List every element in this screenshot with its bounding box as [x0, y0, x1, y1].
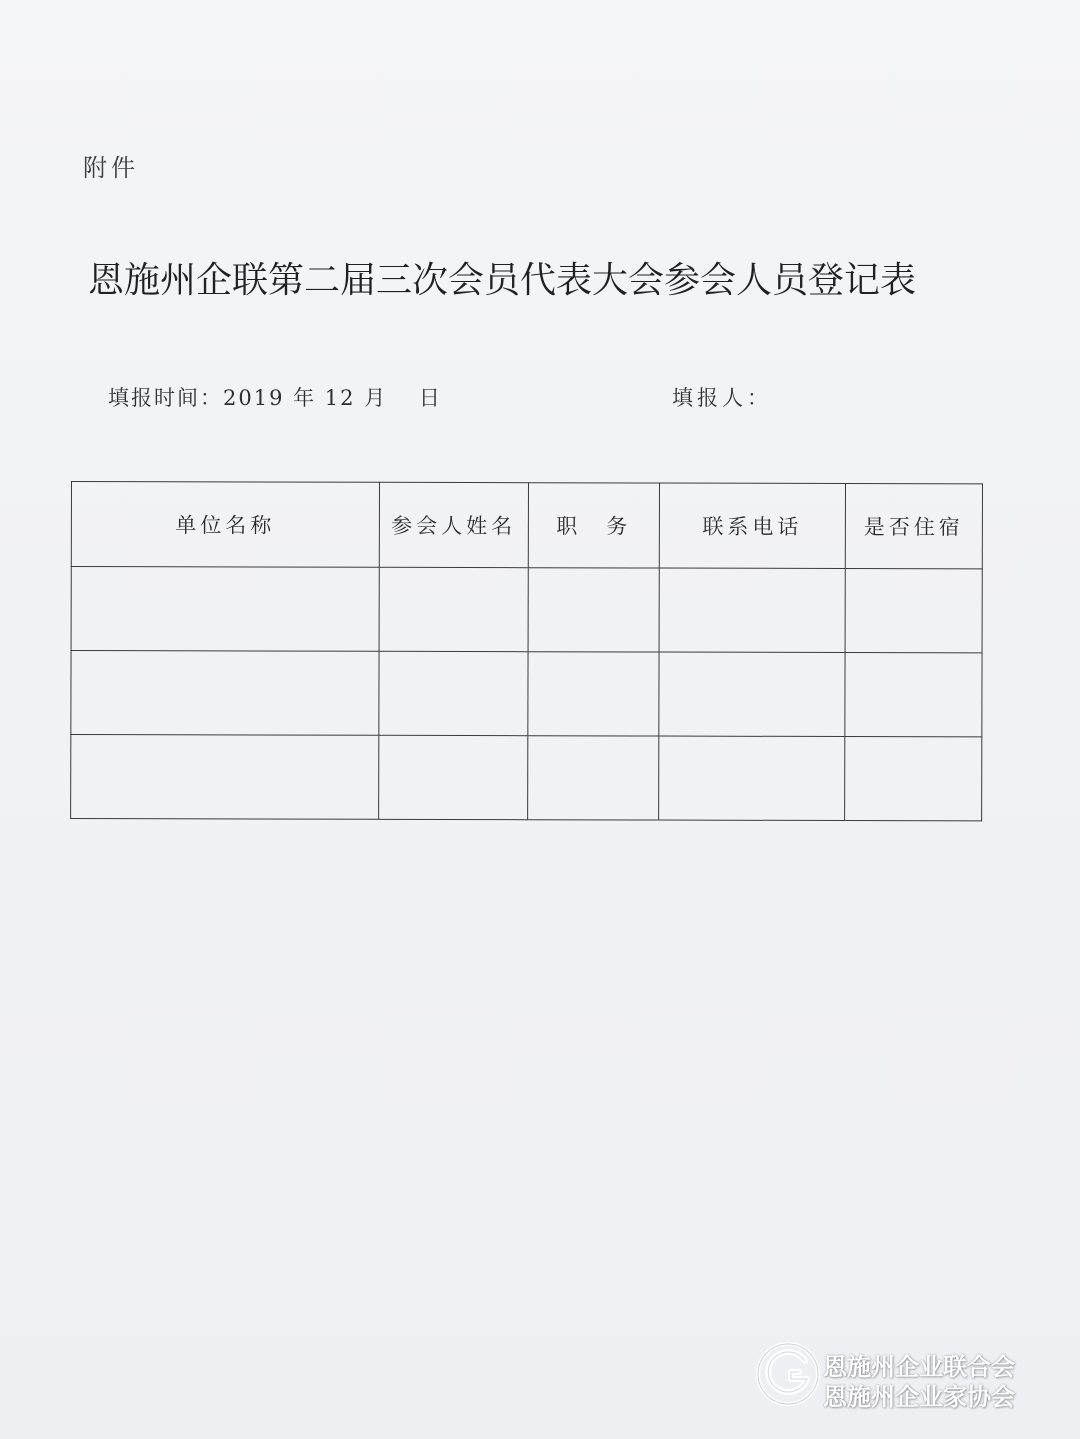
table-row [71, 651, 982, 737]
table-cell [659, 652, 845, 736]
table-cell [844, 737, 981, 821]
registration-table [70, 481, 983, 821]
table-cell [71, 567, 379, 652]
organization-watermark [755, 1341, 1055, 1411]
watermark-line-association: 恩施州企业家协会 [823, 1383, 1015, 1411]
report-date-line: 填报时间：2019 年 12 月 日 [108, 386, 442, 410]
table-row [71, 567, 982, 653]
table-row [71, 735, 982, 821]
organization-logo-icon [755, 1341, 821, 1407]
header-position: 职 务 [528, 483, 660, 568]
table-cell [659, 736, 845, 820]
document-title: 恩施州企联第二届三次会员代表大会参会人员登记表 [88, 260, 917, 301]
table-cell [845, 653, 982, 737]
watermark-line-federation: 恩施州企业联合会 [823, 1353, 1015, 1381]
header-accommodation: 是否住宿 [845, 484, 982, 569]
table-cell [845, 569, 982, 653]
table-cell [71, 735, 379, 820]
table-cell [379, 567, 528, 651]
table-cell [71, 651, 379, 736]
table-cell [527, 736, 659, 820]
table-header-row [71, 482, 982, 569]
reporter-label: 填报人： [672, 386, 772, 410]
header-unit-name: 单位名称 [71, 482, 379, 568]
table-cell [379, 651, 528, 735]
table-cell [528, 568, 660, 652]
header-attendee-name: 参会人姓名 [379, 482, 528, 567]
header-phone: 联系电话 [659, 483, 845, 568]
table-cell [659, 568, 845, 652]
table-cell [528, 652, 660, 736]
table-cell [378, 735, 527, 819]
attachment-label: 附件 [83, 154, 139, 182]
